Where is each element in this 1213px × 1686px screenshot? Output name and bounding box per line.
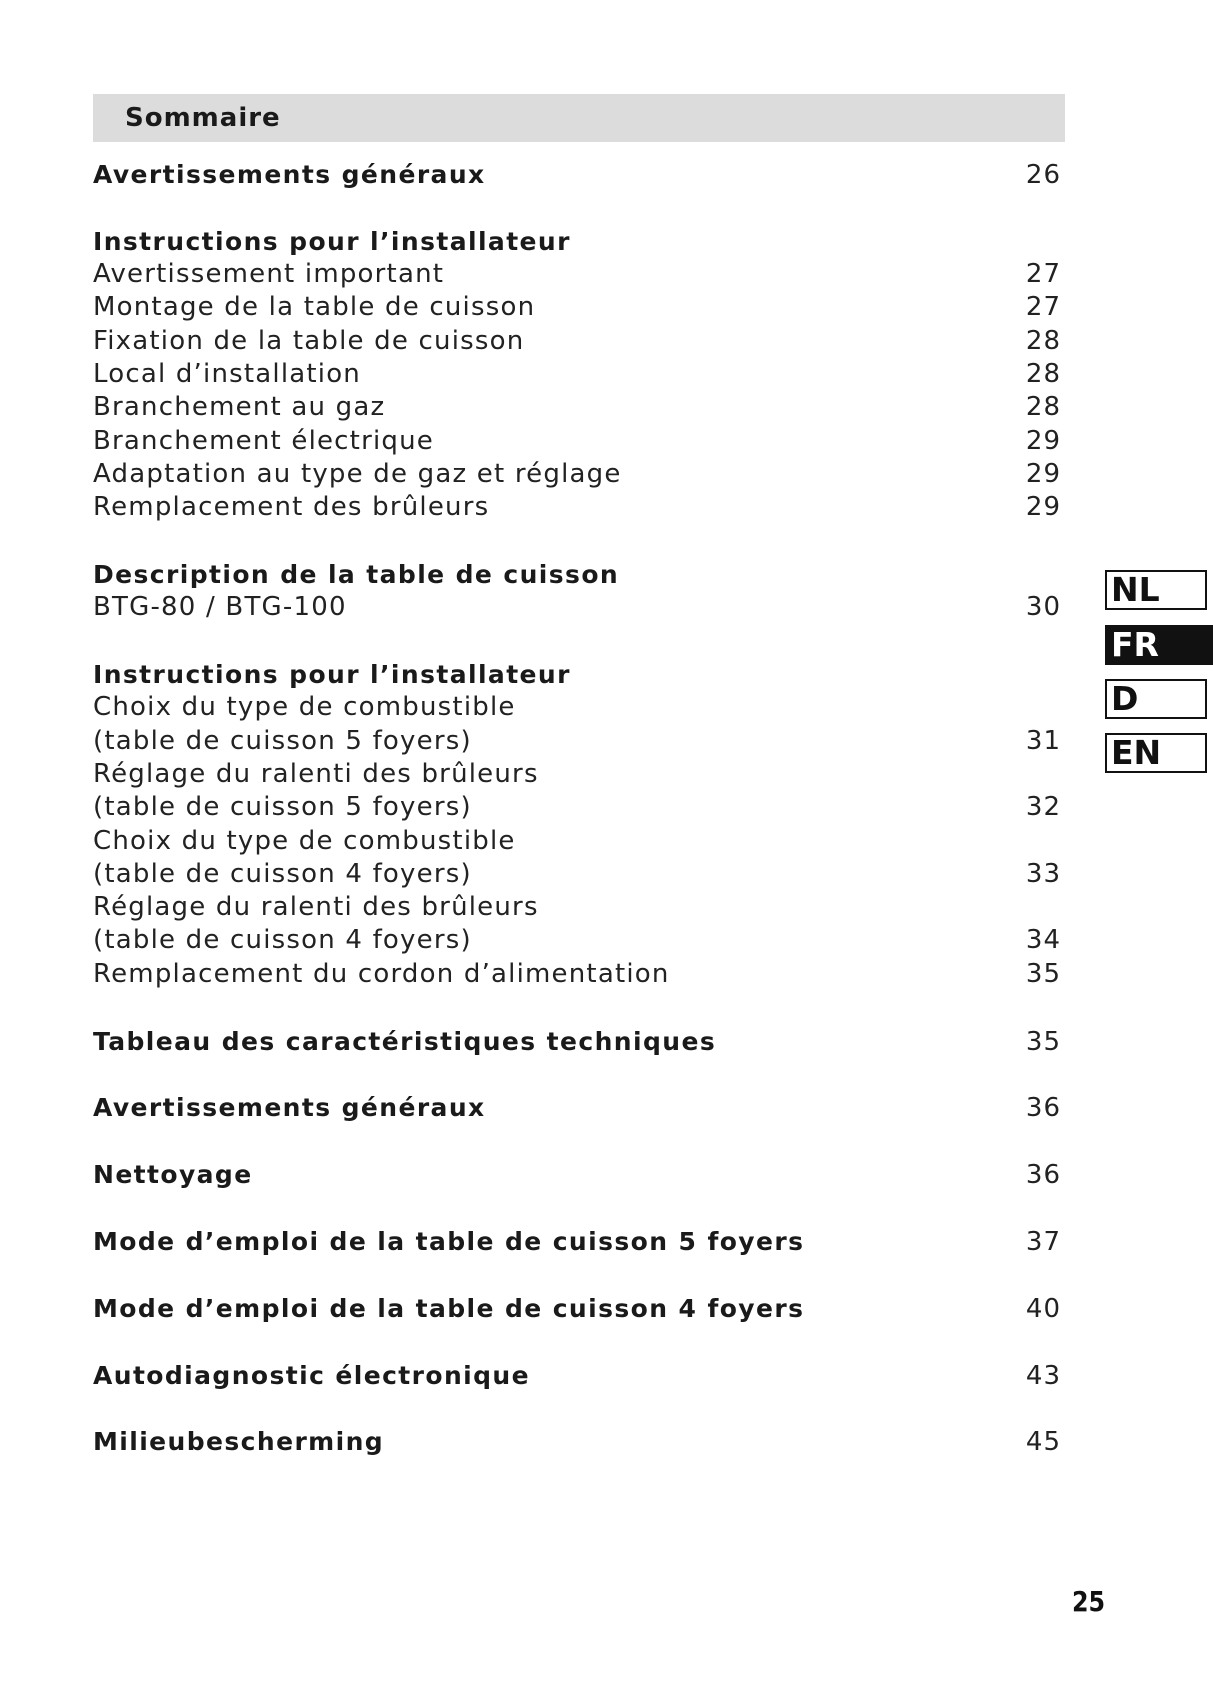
toc-entry-title: Avertissements généraux (93, 1093, 486, 1123)
toc-section-heading (93, 1425, 1061, 1458)
toc-entry-title: Local d’installation (93, 358, 361, 389)
toc-gap (93, 1125, 1061, 1159)
toc-entry-page: 27 (1025, 259, 1061, 290)
toc-entry-page: 32 (1025, 792, 1061, 823)
toc-entry-title: (table de cuisson 5 foyers) (93, 792, 472, 823)
toc-gap (93, 524, 1061, 558)
language-tab-d[interactable]: D (1105, 679, 1207, 719)
toc-entry (93, 325, 1061, 358)
toc-entry-title: Instructions pour l’installateur (93, 226, 571, 256)
toc-section-heading (93, 1158, 1061, 1191)
toc-entry-page: 37 (1025, 1226, 1061, 1257)
toc-entry-title: Réglage du ralenti des brûleurs (93, 892, 539, 923)
toc-entry (93, 958, 1061, 991)
toc-entry-page: 26 (1025, 160, 1061, 190)
toc-entry-page: 31 (1025, 725, 1061, 756)
toc-entry-title: (table de cuisson 5 foyers) (93, 725, 472, 756)
toc-entry (93, 358, 1061, 391)
toc-entry (93, 491, 1061, 524)
toc-entry (93, 425, 1061, 458)
toc-entry (93, 691, 1061, 724)
toc-gap (93, 1392, 1061, 1426)
toc-entry (93, 258, 1061, 291)
toc-entry-page: 29 (1025, 458, 1061, 489)
toc-entry (93, 291, 1061, 324)
toc-entry-title: Choix du type de combustible (93, 692, 516, 723)
language-tab-en[interactable]: EN (1105, 733, 1207, 773)
toc-section-heading (93, 658, 1061, 691)
toc-entry-title: BTG-80 / BTG-100 (93, 592, 347, 623)
toc-entry-title: Remplacement des brûleurs (93, 492, 490, 523)
toc-entry-page: 27 (1025, 292, 1061, 323)
toc-entry-page: 40 (1025, 1293, 1061, 1324)
toc-entry-page: 45 (1025, 1427, 1061, 1458)
toc-entry-title: Choix du type de combustible (93, 825, 516, 856)
toc-entry-page: 36 (1025, 1160, 1061, 1191)
toc-section-heading (93, 225, 1061, 258)
toc-entry-title: Montage de la table de cuisson (93, 292, 536, 323)
toc-entry-title: Mode d’emploi de la table de cuisson 4 foyers (93, 1293, 805, 1323)
toc-section-heading (93, 1359, 1061, 1392)
toc-entry-title: Remplacement du cordon d’alimentation (93, 958, 670, 989)
toc-entry-title: Fixation de la table de cuisson (93, 325, 525, 356)
toc-entry-page: 28 (1025, 325, 1061, 356)
toc-gap (93, 1325, 1061, 1359)
toc-entry-title: Description de la table de cuisson (93, 559, 620, 589)
toc-gap (93, 625, 1061, 659)
toc-gap (93, 191, 1061, 225)
toc-entry-title: Réglage du ralenti des brûleurs (93, 758, 539, 789)
toc-entry-title: (table de cuisson 4 foyers) (93, 925, 472, 956)
toc-entry-title: Instructions pour l’installateur (93, 660, 571, 690)
toc-entry (93, 858, 1061, 891)
toc-entry-page: 35 (1025, 958, 1061, 989)
toc-entry-title: Nettoyage (93, 1160, 253, 1190)
toc-section-heading (93, 1225, 1061, 1258)
toc-entry-title: Adaptation au type de gaz et réglage (93, 458, 622, 489)
toc-entry (93, 725, 1061, 758)
toc-entry (93, 891, 1061, 924)
toc-entry-page: 43 (1025, 1360, 1061, 1391)
page-number: 25 (1072, 1585, 1106, 1618)
toc-entry-page: 30 (1025, 592, 1061, 623)
toc-entry (93, 458, 1061, 491)
language-tab-fr[interactable]: FR (1105, 625, 1213, 665)
toc-entry (93, 924, 1061, 957)
toc-entry-title: Mode d’emploi de la table de cuisson 5 foyers (93, 1226, 805, 1256)
toc-entry-page: 35 (1025, 1026, 1061, 1057)
toc-entry-title: Branchement au gaz (93, 392, 386, 423)
toc-entry-page: 33 (1025, 858, 1061, 889)
toc-gap (93, 1058, 1061, 1092)
toc-gap (93, 1191, 1061, 1225)
table-of-contents (93, 158, 1061, 1459)
toc-gap (93, 991, 1061, 1025)
toc-entry-page: 28 (1025, 392, 1061, 423)
toc-entry (93, 758, 1061, 791)
toc-entry-title: Milieubescherming (93, 1427, 385, 1457)
toc-entry-page: 29 (1025, 425, 1061, 456)
toc-entry-page: 34 (1025, 925, 1061, 956)
toc-entry-title: (table de cuisson 4 foyers) (93, 858, 472, 889)
toc-entry-page: 28 (1025, 358, 1061, 389)
toc-entry (93, 391, 1061, 424)
toc-section-heading (93, 1292, 1061, 1325)
toc-entry (93, 591, 1061, 624)
toc-entry-title: Tableau des caractéristiques techniques (93, 1026, 717, 1056)
toc-entry (93, 825, 1061, 858)
toc-entry-title: Avertissements généraux (93, 160, 486, 189)
toc-section-heading (93, 558, 1061, 591)
toc-entry (93, 791, 1061, 824)
page-title: Sommaire (125, 103, 281, 133)
toc-entry-page: 36 (1025, 1093, 1061, 1124)
toc-gap (93, 1258, 1061, 1292)
toc-section-heading (93, 1025, 1061, 1058)
toc-section-heading (93, 1091, 1061, 1124)
toc-entry-title: Branchement électrique (93, 425, 434, 456)
language-tab-nl[interactable]: NL (1105, 570, 1207, 610)
toc-entry-page: 29 (1025, 492, 1061, 523)
section-header-bar (93, 94, 1065, 142)
toc-section-heading (93, 158, 1061, 191)
toc-entry-title: Avertissement important (93, 259, 445, 290)
toc-entry-title: Autodiagnostic électronique (93, 1360, 530, 1390)
